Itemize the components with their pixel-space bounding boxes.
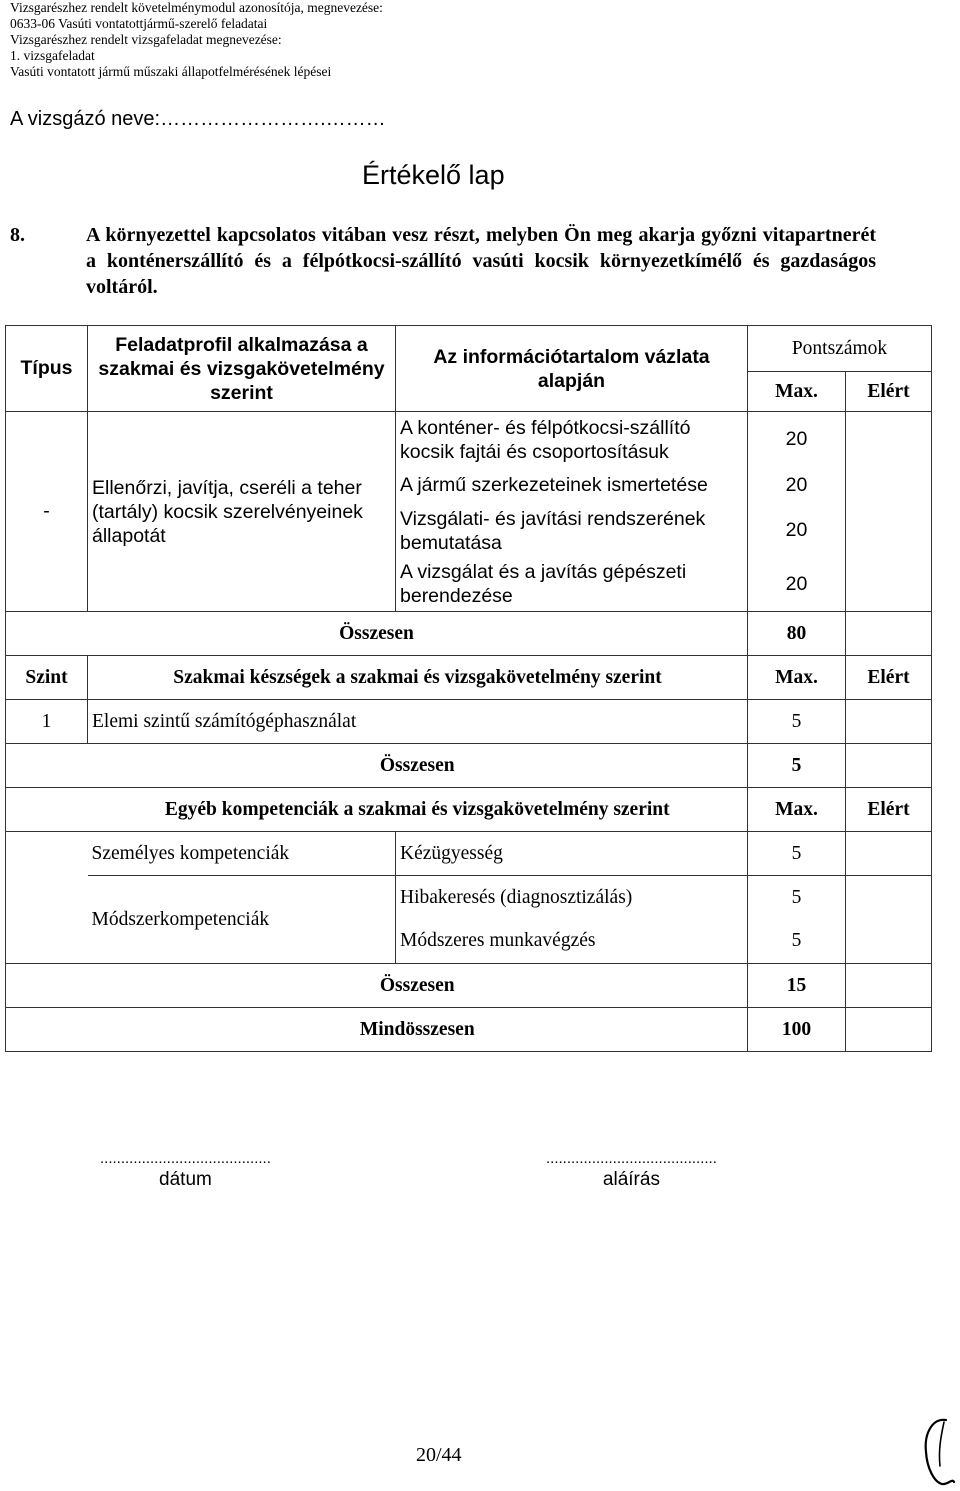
section1-total-label: Összesen [6, 612, 748, 656]
signature-label: aláírás [602, 1169, 660, 1190]
section2-total-spacer [6, 744, 88, 788]
other-max-header: Max. [748, 788, 846, 832]
info-row-3-max: 20 [748, 504, 846, 558]
method-item-1: Hibakeresés (diagnosztizálás) [396, 876, 748, 920]
section2-total-achieved[interactable] [846, 744, 932, 788]
section1-total-achieved[interactable] [846, 612, 932, 656]
skill-row-1: Elemi szintű számítógéphasználat [88, 700, 748, 744]
skill-row-1-max: 5 [748, 700, 846, 744]
task-text: A környezettel kapcsolatos vitában vesz részt, melyben Ön meg akarja győzni vitapartnerét a konténerszállító és a félpótkocsi-szállító vasúti kocsik környezetkímélő és gazdaságos voltáról. [86, 224, 876, 298]
col-other-header: Egyéb kompetenciák a szakmai és vizsgakövetelmény szerint [88, 788, 748, 832]
personal-competence-label: Személyes kompetenciák [88, 832, 396, 876]
section3-left-spacer-2 [6, 876, 88, 920]
header-line-3: Vizsgarészhez rendelt vizsgafeladat megnevezése: [10, 32, 282, 47]
col-skills-header: Szakmai készségek a szakmai és vizsgakövetelmény szerint [88, 656, 748, 700]
grand-total-max: 100 [748, 1008, 846, 1052]
skills-max-header: Max. [748, 656, 846, 700]
profile-value: Ellenőrzi, javítja, cseréli a teher (tartály) kocsik szerelvényeinek állapotát [88, 412, 396, 612]
task-number: 8. [10, 224, 25, 246]
info-row-4-max: 20 [748, 558, 846, 612]
section3-left-spacer-3 [6, 920, 88, 964]
page-number: 20/44 [416, 1444, 462, 1466]
personal-competence-max: 5 [748, 832, 846, 876]
section3-total-label: Összesen [88, 964, 748, 1008]
candidate-name-field: A vizsgázó neve:…………………….……… [10, 108, 386, 130]
info-row-4: A vizsgálat és a javítás gépészeti berendezése [396, 558, 748, 612]
method-item-2-max: 5 [748, 920, 846, 964]
header-line-5: Vasúti vontatott jármű műszaki állapotfelmérésének lépései [10, 64, 332, 79]
col-type-header: Típus [6, 326, 88, 412]
col-achieved-header: Elért [846, 372, 932, 412]
col-profile-header: Feladatprofil alkalmazása a szakmai és vizsgakövetelmény szerint [88, 326, 396, 412]
section3-total-achieved[interactable] [846, 964, 932, 1008]
grand-total-label: Mindösszesen [88, 1008, 748, 1052]
info-row-3: Vizsgálati- és javítási rendszerének bemutatása [396, 504, 748, 558]
col-info-header: Az információtartalom vázlata alapján [396, 326, 748, 412]
method-item-1-max: 5 [748, 876, 846, 920]
signature-dots[interactable]: ......................................... [546, 1150, 717, 1167]
page-title: Értékelő lap [362, 160, 505, 190]
info-achieved-cell[interactable] [846, 412, 932, 612]
skill-row-1-achieved[interactable] [846, 700, 932, 744]
header-line-1: Vizsgarészhez rendelt követelménymodul azonosítója, megnevezése: [10, 0, 383, 15]
section3-total-max: 15 [748, 964, 846, 1008]
section2-total-label: Összesen [88, 744, 748, 788]
info-row-1-max: 20 [748, 412, 846, 468]
method-achieved[interactable] [846, 876, 932, 964]
document-header [10, 0, 383, 80]
section3-header-spacer [6, 788, 88, 832]
section1-total-max: 80 [748, 612, 846, 656]
grand-total-spacer [6, 1008, 88, 1052]
handwritten-initials-icon [918, 1412, 958, 1490]
date-dots[interactable]: ......................................... [100, 1150, 271, 1167]
grand-total-achieved[interactable] [846, 1008, 932, 1052]
info-row-2: A jármű szerkezeteinek ismertetése [396, 468, 748, 504]
method-competence-label: Módszerkompetenciák [88, 876, 396, 964]
other-achieved-header: Elért [846, 788, 932, 832]
signature-block [546, 1150, 717, 1191]
info-row-1: A konténer- és félpótkocsi-szállító kocsik fajtái és csoportosításuk [396, 412, 748, 468]
col-points-header: Pontszámok [748, 326, 932, 372]
skills-achieved-header: Elért [846, 656, 932, 700]
section3-left-spacer-1 [6, 832, 88, 876]
section2-total-max: 5 [748, 744, 846, 788]
section3-total-spacer [6, 964, 88, 1008]
method-item-2: Módszeres munkavégzés [396, 920, 748, 964]
date-signature-block [100, 1150, 271, 1191]
type-value: - [6, 412, 88, 612]
col-level-header: Szint [6, 656, 88, 700]
header-line-2: 0633-06 Vasúti vontatottjármű-szerelő feladatai [10, 16, 268, 31]
header-line-4: 1. vizsgafeladat [10, 48, 95, 63]
skill-level-1: 1 [6, 700, 88, 744]
evaluation-table [5, 325, 932, 1052]
col-max-header: Max. [748, 372, 846, 412]
info-row-2-max: 20 [748, 468, 846, 504]
personal-competence-item: Kézügyesség [396, 832, 748, 876]
personal-competence-achieved[interactable] [846, 832, 932, 876]
task-description [10, 222, 876, 300]
date-label: dátum [159, 1169, 212, 1190]
